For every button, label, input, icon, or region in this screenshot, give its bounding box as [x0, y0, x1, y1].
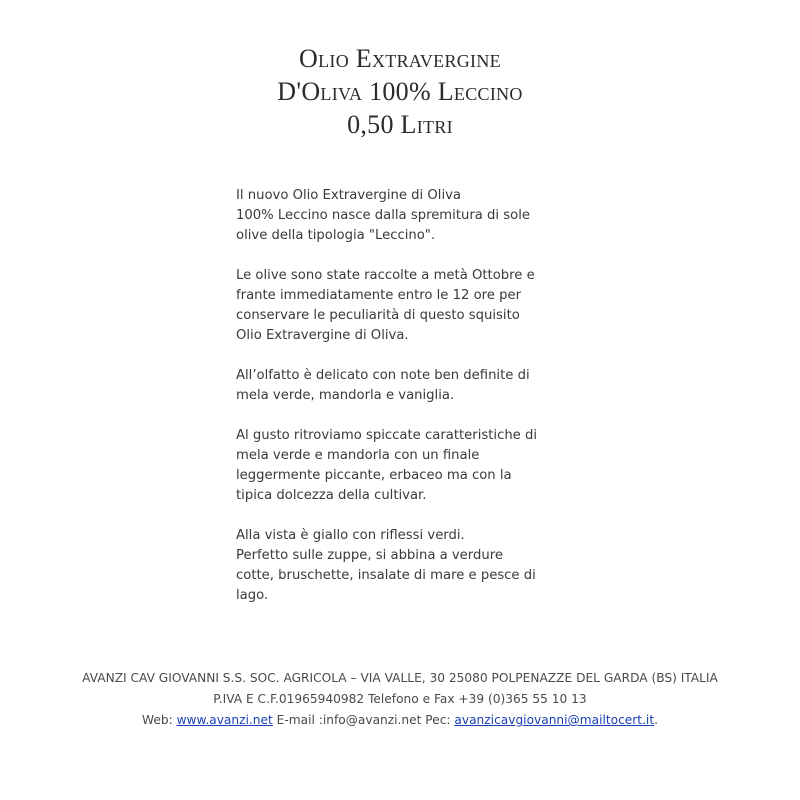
product-title: [0, 42, 800, 141]
text-line: leggermente piccante, erbaceo ma con la: [236, 468, 512, 483]
text-line: All’olfatto è delicato con note ben definite di: [236, 368, 530, 383]
text-line: Alla vista è giallo con riflessi verdi.: [236, 528, 465, 543]
text-line: mela verde e mandorla con un finale: [236, 448, 480, 463]
website-link[interactable]: www.avanzi.net: [176, 713, 273, 727]
footer-contacts: [0, 710, 800, 731]
text-line: mela verde, mandorla e vaniglia.: [236, 388, 455, 403]
description-paragraph: [236, 186, 586, 246]
description-paragraph: [236, 526, 586, 606]
text-line: Le olive sono state raccolte a metà Ottobre e: [236, 268, 535, 283]
text-line: Al gusto ritroviamo spiccate caratteristiche di: [236, 428, 538, 443]
text-line: Perfetto sulle zuppe, si abbina a verdure: [236, 548, 503, 563]
footer-address: AVANZI CAV GIOVANNI S.S. SOC. AGRICOLA – VIA VALLE, 30 25080 POLPENAZZE DEL GARDA (BS) ITALIA: [82, 671, 718, 685]
description-paragraph: [236, 366, 586, 406]
title-line-2: D'Oliva 100% Leccino: [277, 77, 523, 106]
text-line: lago.: [236, 588, 269, 603]
title-line-3: 0,50 Litri: [347, 110, 453, 139]
description-paragraph: [236, 426, 586, 506]
text-line: Il nuovo Olio Extravergine di Oliva: [236, 188, 461, 203]
text-line: olive della tipologia "Leccino".: [236, 228, 436, 243]
text-line: cotte, bruschette, insalate di mare e pesce di: [236, 568, 536, 583]
text-line: Olio Extravergine di Oliva.: [236, 328, 409, 343]
description-paragraph: [236, 266, 586, 346]
company-footer: [0, 668, 800, 731]
web-label: Web:: [142, 713, 177, 727]
product-description: [236, 186, 586, 626]
text-line: 100% Leccino nasce dalla spremitura di sole: [236, 208, 530, 223]
email-text: E-mail :info@avanzi.net Pec:: [272, 713, 455, 727]
text-line: conservare le peculiarità di questo squisito: [236, 308, 520, 323]
footer-trailing-period: .: [654, 713, 658, 727]
pec-email-link[interactable]: avanzicavgiovanni@mailtocert.it: [454, 713, 655, 727]
text-line: frante immediatamente entro le 12 ore per: [236, 288, 521, 303]
text-line: tipica dolcezza della cultivar.: [236, 488, 427, 503]
title-line-1: Olio Extravergine: [299, 44, 501, 73]
footer-tax-phone: P.IVA E C.F.01965940982 Telefono e Fax +39 (0)365 55 10 13: [213, 692, 587, 706]
